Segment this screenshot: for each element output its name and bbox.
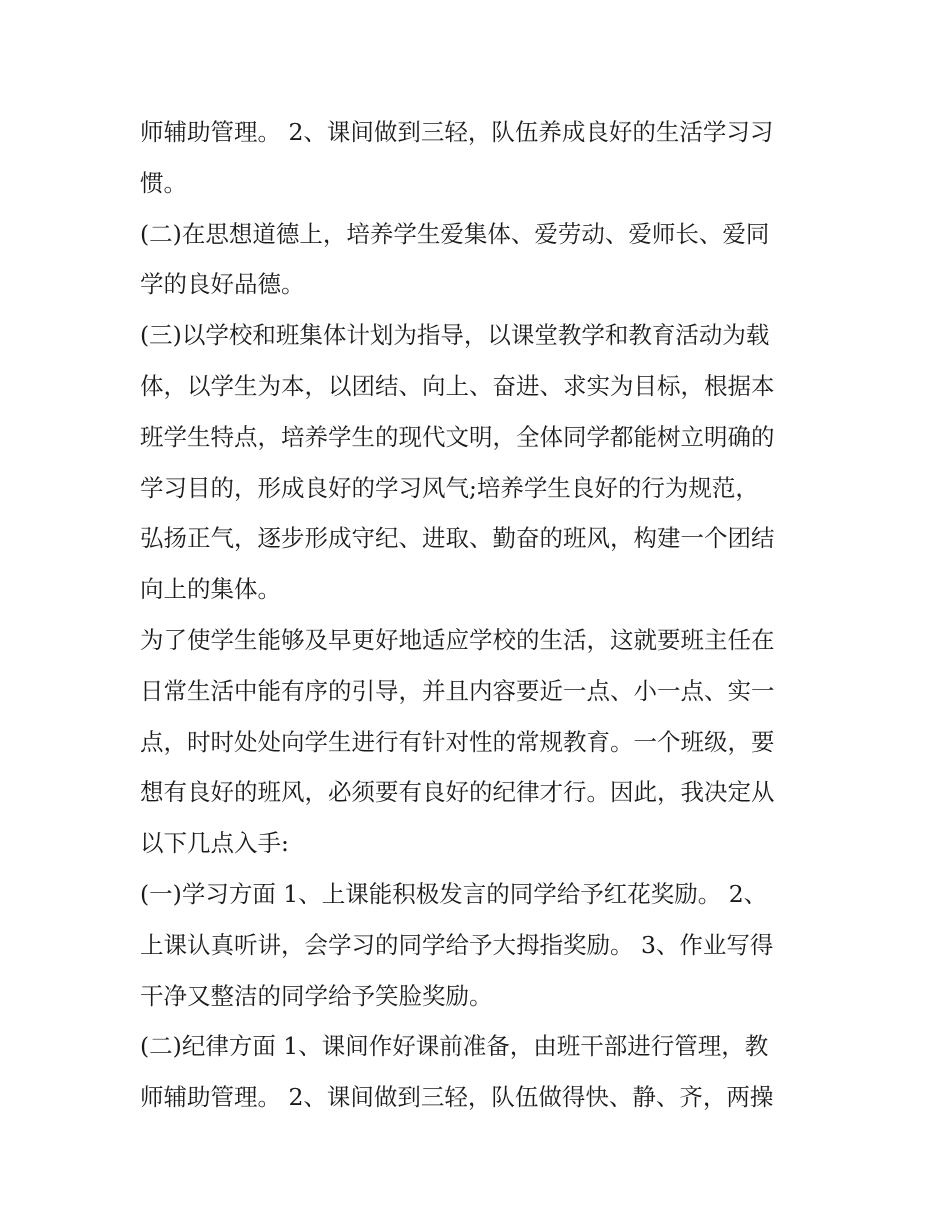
text-line: 学习目的，形成良好的学习风气;培养学生良好的行为规范，	[140, 473, 759, 502]
text-line: 弘扬正气，逐步形成守纪、进取、勤奋的班风，构建一个团结	[140, 524, 775, 553]
text-line: 师辅助管理。 2、课间做到三轻，队伍养成良好的生活学习习	[140, 118, 774, 146]
text-line: (二)在思想道德上，培养学生爱集体、爱劳动、爱师长、爱同	[140, 219, 770, 248]
text-line: 日常生活中能有序的引导，并且内容要近一点、小一点、实一	[140, 676, 775, 705]
text-line: 上课认真听讲，会学习的同学给予大拇指奖励。 3、作业写得	[140, 930, 774, 959]
text-line: (一)学习方面 1、上课能积极发言的同学给予红花奖励。 2、	[140, 879, 768, 908]
text-line: 想有良好的班风，必须要有良好的纪律才行。因此，我决定从	[140, 778, 775, 807]
text-line: (三)以学校和班集体计划为指导，以课堂教学和教育活动为载	[140, 321, 770, 350]
text-line: 师辅助管理。 2、课间做到三轻，队伍做得快、静、齐，两操	[140, 1083, 774, 1112]
text-line: 以下几点入手:	[140, 829, 289, 858]
text-line: 为了使学生能够及早更好地适应学校的生活，这就要班主任在	[140, 625, 775, 654]
text-line: 点，时时处处向学生进行有针对性的常规教育。一个班级，要	[140, 727, 775, 756]
text-line: 向上的集体。	[140, 575, 281, 604]
text-line: 惯。	[140, 168, 187, 197]
text-line: 干净又整洁的同学给予笑脸奖励。	[140, 981, 493, 1010]
text-line: (二)纪律方面 1、课间作好课前准备，由班干部进行管理，教	[140, 1032, 769, 1061]
text-line: 学的良好品德。	[140, 270, 305, 299]
text-line: 班学生特点，培养学生的现代文明，全体同学都能树立明确的	[140, 422, 775, 451]
document-body	[140, 107, 840, 1123]
text-line: 体，以学生为本，以团结、向上、奋进、求实为目标，根据本	[140, 371, 775, 400]
